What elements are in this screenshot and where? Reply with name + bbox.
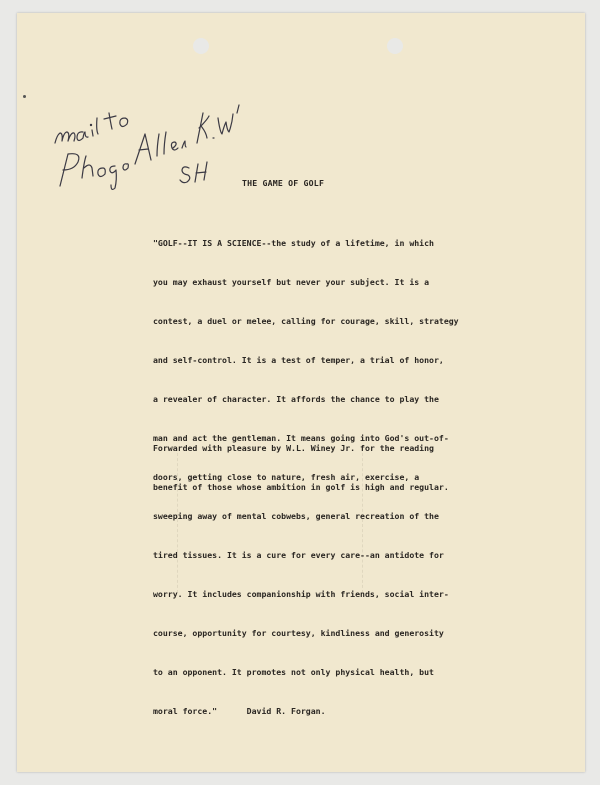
quote-line: man and act the gentleman. It means going into God's out-of- xyxy=(153,433,449,443)
quote-line: a revealer of character. It affords the chance to play the xyxy=(153,394,439,404)
forward-line: Forwarded with pleasure by W.L. Winey Jr. for the reading xyxy=(153,443,434,453)
quote-line: "GOLF--IT IS A SCIENCE--the study of a lifetime, in which xyxy=(153,238,434,248)
quote-line: course, opportunity for courtesy, kindliness and generosity xyxy=(153,628,444,638)
quote-line: moral force." David R. Forgan. xyxy=(153,706,326,716)
quote-line: and self-control. It is a test of temper, a trial of honor, xyxy=(153,355,444,365)
forwarding-note xyxy=(153,416,449,520)
quote-line: doors, getting close to nature, fresh air, exercise, a xyxy=(153,472,420,482)
quote-line: contest, a duel or melee, calling for courage, skill, strategy xyxy=(153,316,459,326)
quote-line: you may exhaust yourself but never your subject. It is a xyxy=(153,277,430,287)
edge-mark xyxy=(23,95,26,98)
handwritten-note xyxy=(47,68,267,198)
punch-hole xyxy=(193,38,209,54)
document-title: THE GAME OF GOLF xyxy=(242,178,325,188)
quote-line: worry. It includes companionship with friends, social inter- xyxy=(153,589,449,599)
quote-line: to an opponent. It promotes not only physical health, but xyxy=(153,667,434,677)
quote-line: tired tissues. It is a cure for every care--an antidote for xyxy=(153,550,444,560)
document-page xyxy=(17,13,585,772)
forward-line: benefit of those whose ambition in golf is high and regular. xyxy=(153,482,449,492)
quote-line: sweeping away of mental cobwebs, general recreation of the xyxy=(153,511,439,521)
punch-hole xyxy=(387,38,403,54)
